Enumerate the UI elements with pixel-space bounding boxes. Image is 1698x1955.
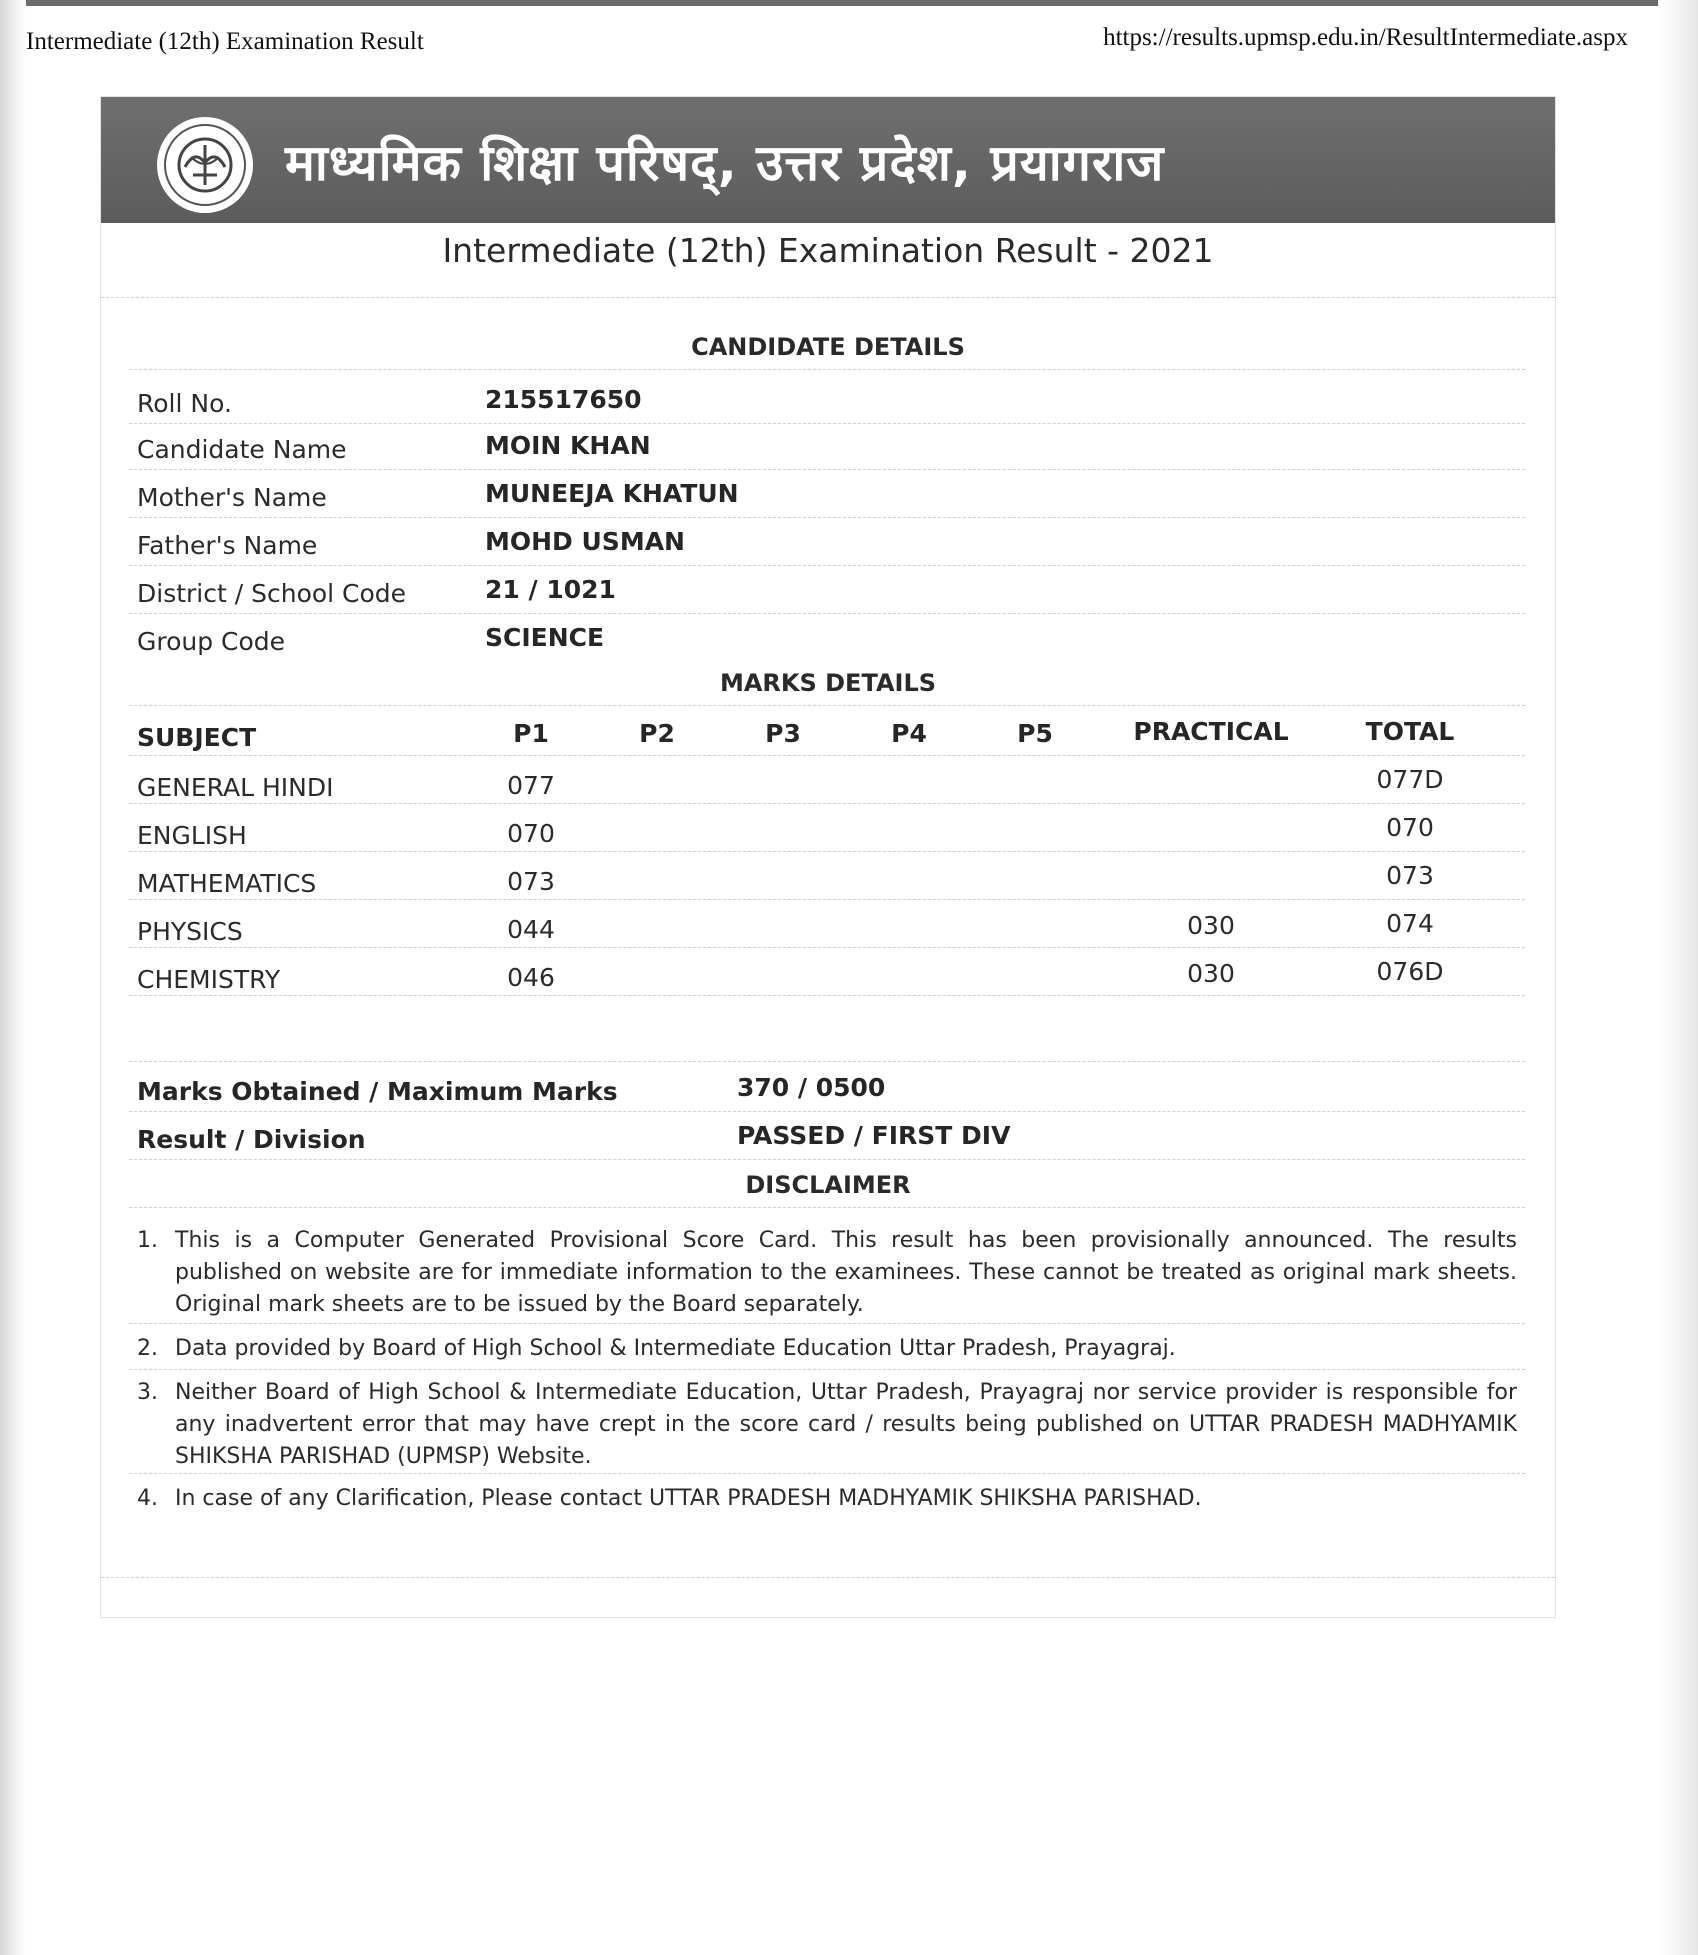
result-title: Intermediate (12th) Examination Result - 2021 xyxy=(442,231,1214,270)
divider xyxy=(101,1577,1555,1578)
result-division-value: PASSED / FIRST DIV xyxy=(737,1121,1011,1150)
col-header-p4: P4 xyxy=(891,719,927,748)
total-mark: 077D xyxy=(1376,765,1444,794)
father-name-label: Father's Name xyxy=(137,531,318,560)
divider xyxy=(129,1159,1525,1160)
divider xyxy=(129,565,1525,566)
disclaimer-item xyxy=(137,1483,1517,1515)
disclaimer-item xyxy=(137,1225,1517,1321)
candidate-details-heading: CANDIDATE DETAILS xyxy=(691,333,965,361)
up-government-seal-icon xyxy=(155,115,255,215)
divider xyxy=(129,803,1525,804)
divider xyxy=(129,755,1525,756)
disclaimer-number: 1. xyxy=(137,1228,158,1253)
p1-mark: 046 xyxy=(507,963,555,992)
col-header-subject: SUBJECT xyxy=(137,723,257,752)
divider xyxy=(129,1207,1525,1208)
divider xyxy=(129,1323,1525,1324)
p1-mark: 077 xyxy=(507,771,555,800)
group-code-value: SCIENCE xyxy=(485,623,605,652)
divider xyxy=(129,1369,1525,1370)
subject-name: CHEMISTRY xyxy=(137,965,281,994)
divider xyxy=(129,469,1525,470)
practical-mark: 030 xyxy=(1187,959,1235,988)
subject-name: PHYSICS xyxy=(137,917,243,946)
disclaimer-text: Data provided by Board of High School & Intermediate Education Uttar Pradesh, Prayagraj. xyxy=(175,1336,1176,1361)
practical-mark: 030 xyxy=(1187,911,1235,940)
p1-mark: 044 xyxy=(507,915,555,944)
disclaimer-heading: DISCLAIMER xyxy=(745,1171,911,1199)
col-header-p3: P3 xyxy=(765,719,801,748)
marks-obtained-value: 370 / 0500 xyxy=(737,1073,886,1102)
subject-name: MATHEMATICS xyxy=(137,869,317,898)
subject-name: GENERAL HINDI xyxy=(137,773,334,802)
disclaimer-number: 3. xyxy=(137,1380,158,1405)
disclaimer-item xyxy=(137,1377,1517,1473)
divider xyxy=(129,423,1525,424)
candidate-name-value: MOIN KHAN xyxy=(485,431,651,460)
p1-mark: 073 xyxy=(507,867,555,896)
col-header-practical: PRACTICAL xyxy=(1133,717,1289,746)
print-page-url: https://results.upmsp.edu.in/ResultIntermediate.aspx xyxy=(1103,24,1628,51)
divider xyxy=(129,705,1525,706)
candidate-name-label: Candidate Name xyxy=(137,435,347,464)
divider xyxy=(129,517,1525,518)
father-name-value: MOHD USMAN xyxy=(485,527,685,556)
result-card xyxy=(100,96,1556,1618)
subject-name: ENGLISH xyxy=(137,821,247,850)
print-page-title: Intermediate (12th) Examination Result xyxy=(26,28,424,55)
mother-name-label: Mother's Name xyxy=(137,483,327,512)
col-header-total: TOTAL xyxy=(1365,717,1455,746)
marks-obtained-label: Marks Obtained / Maximum Marks xyxy=(137,1077,618,1106)
disclaimer-item xyxy=(137,1333,1517,1365)
district-school-code-label: District / School Code xyxy=(137,579,407,608)
scan-top-edge xyxy=(0,0,1698,6)
col-header-p2: P2 xyxy=(639,719,675,748)
marks-details-heading: MARKS DETAILS xyxy=(719,669,937,697)
divider xyxy=(129,947,1525,948)
district-school-code-value: 21 / 1021 xyxy=(485,575,616,604)
disclaimer-text: Neither Board of High School & Intermediate Education, Uttar Pradesh, Prayagraj nor service provider is responsible for any inadvertent error that may have crept in the score card / results being published on UTTAR PRADESH MADHYAMIK SHIKSHA PARISHAD (UPMSP) Website. xyxy=(175,1380,1517,1469)
total-mark: 076D xyxy=(1376,957,1444,986)
disclaimer-text: In case of any Clarification, Please contact UTTAR PRADESH MADHYAMIK SHIKSHA PARISHAD. xyxy=(175,1486,1202,1511)
board-name-hindi: माध्यमिक शिक्षा परिषद्, उत्तर प्रदेश, प्रयागराज xyxy=(285,134,1165,192)
divider xyxy=(101,297,1555,298)
roll-no-label: Roll No. xyxy=(137,389,232,418)
scan-right-edge xyxy=(1658,0,1698,1955)
divider xyxy=(129,851,1525,852)
col-header-p5: P5 xyxy=(1017,719,1053,748)
disclaimer-text: This is a Computer Generated Provisional Score Card. This result has been provisionally announced. The results published on website are for immediate information to the examinees. These cannot be treated as original mark sheets. Original mark sheets are to be issued by the Board separately. xyxy=(175,1228,1517,1317)
divider xyxy=(129,369,1525,370)
result-division-label: Result / Division xyxy=(137,1125,366,1154)
total-mark: 073 xyxy=(1386,861,1434,890)
col-header-p1: P1 xyxy=(513,719,549,748)
total-mark: 074 xyxy=(1386,909,1434,938)
mother-name-value: MUNEEJA KHATUN xyxy=(485,479,739,508)
divider xyxy=(129,1111,1525,1112)
divider xyxy=(129,613,1525,614)
scan-left-edge xyxy=(0,0,26,1955)
p1-mark: 070 xyxy=(507,819,555,848)
divider xyxy=(129,1473,1525,1474)
board-header-band xyxy=(101,97,1555,223)
disclaimer-number: 2. xyxy=(137,1336,158,1361)
divider xyxy=(129,995,1525,996)
divider xyxy=(129,1061,1525,1062)
group-code-label: Group Code xyxy=(137,627,286,656)
disclaimer-number: 4. xyxy=(137,1486,158,1511)
total-mark: 070 xyxy=(1386,813,1434,842)
roll-no-value: 215517650 xyxy=(485,385,642,414)
divider xyxy=(129,899,1525,900)
